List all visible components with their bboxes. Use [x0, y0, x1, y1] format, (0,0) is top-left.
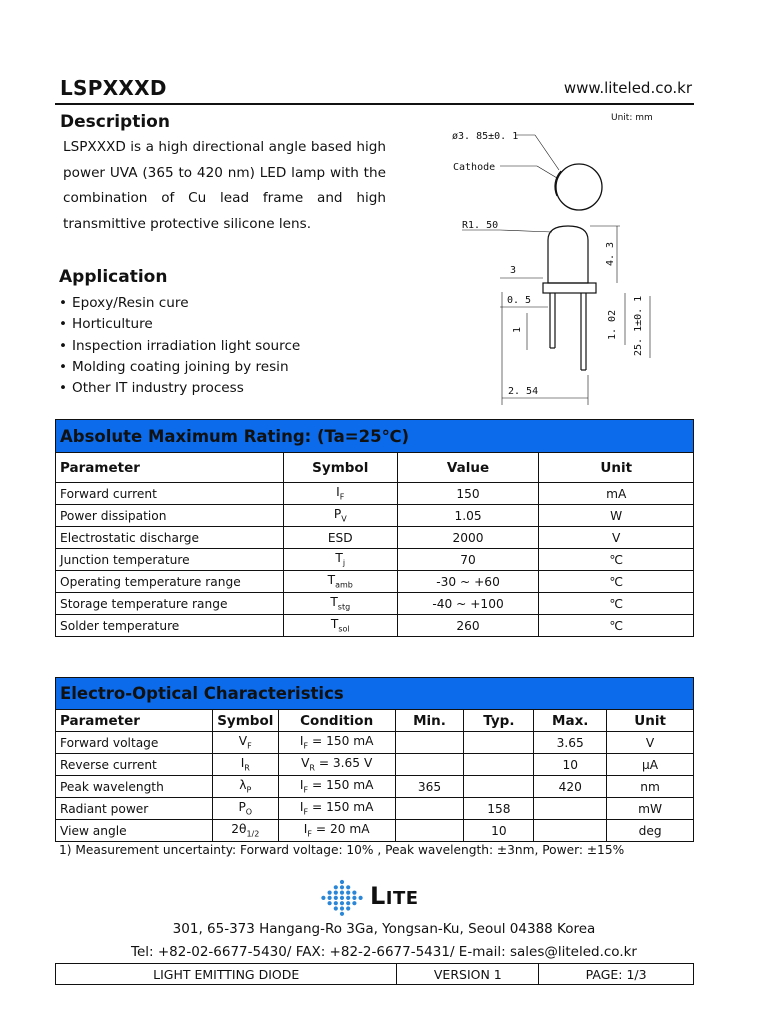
logo-dot	[328, 901, 332, 905]
dim-width: 3	[510, 265, 517, 276]
footer-page: PAGE: 1/3	[539, 964, 694, 985]
amr-value: -40 ~ +100	[397, 593, 539, 615]
eo-symbol: $\lambda_P$	[212, 776, 278, 798]
application-item: • Horticulture	[59, 314, 300, 335]
eo-header-min: Min.	[395, 710, 464, 732]
eo-unit: μA	[607, 754, 694, 776]
eo-parameter: View angle	[56, 820, 213, 842]
eo-symbol: $P_O$	[212, 798, 278, 820]
dim-flange: 1. 02	[607, 309, 618, 340]
eo-condition: $I_F = 150$ mA	[278, 798, 395, 820]
amr-value: 150	[397, 483, 539, 505]
table-row	[56, 593, 694, 615]
lite-logo-text: LITE	[370, 882, 419, 910]
eo-typ	[464, 776, 534, 798]
amr-unit: ℃	[539, 615, 694, 637]
eo-max: 3.65	[534, 732, 607, 754]
logo-dot	[346, 891, 350, 895]
dim-height: 4. 3	[605, 241, 616, 266]
lens-top-view	[556, 164, 602, 210]
package-dimension-drawing	[430, 110, 700, 410]
lens-side-view	[548, 226, 588, 283]
logo-dot	[340, 901, 344, 905]
amr-unit: mA	[539, 483, 694, 505]
amr-symbol: $T_{sol}$	[283, 615, 397, 637]
amr-unit: W	[539, 505, 694, 527]
dim-lead-step: 1	[512, 326, 523, 333]
table-row	[56, 615, 694, 637]
measurement-footnote: 1) Measurement uncertainty: Forward voltage: 10% , Peak wavelength: ±3nm, Power: ±15%	[59, 843, 625, 857]
eo-min	[395, 754, 464, 776]
logo-dot	[334, 891, 338, 895]
table-row	[56, 549, 694, 571]
amr-header-parameter: Parameter	[56, 453, 284, 483]
table-row	[56, 732, 694, 754]
eo-min: 365	[395, 776, 464, 798]
amr-parameter: Solder temperature	[56, 615, 284, 637]
eo-max	[534, 798, 607, 820]
logo-dot	[346, 896, 350, 900]
logo-dot	[334, 885, 338, 889]
amr-value: 1.05	[397, 505, 539, 527]
absolute-max-rating-table	[55, 419, 694, 637]
dim-pitch: 2. 54	[508, 386, 539, 397]
eo-typ	[464, 732, 534, 754]
footer-version: VERSION 1	[397, 964, 539, 985]
eo-unit: deg	[607, 820, 694, 842]
application-item: • Inspection irradiation light source	[59, 336, 300, 357]
eo-max: 10	[534, 754, 607, 776]
company-contact[interactable]: Tel: +82-02-6677-5430/ FAX: +82-2-6677-5431/ E-mail: sales@liteled.co.kr	[131, 944, 637, 960]
amr-value: 2000	[397, 527, 539, 549]
amr-symbol: $T_j$	[283, 549, 397, 571]
eo-max: 420	[534, 776, 607, 798]
eo-max	[534, 820, 607, 842]
application-item: • Other IT industry process	[59, 378, 300, 399]
eo-header-max: Max.	[534, 710, 607, 732]
eo-min	[395, 798, 464, 820]
amr-unit: ℃	[539, 593, 694, 615]
logo-dot	[346, 901, 350, 905]
eo-unit: nm	[607, 776, 694, 798]
logo-dot	[328, 896, 332, 900]
description-heading: Description	[60, 112, 170, 132]
amr-symbol: $T_{amb}$	[283, 571, 397, 593]
drawing-unit-note: Unit: mm	[611, 113, 653, 123]
table-row	[56, 776, 694, 798]
footer-bar	[55, 963, 694, 985]
company-address: 301, 65-373 Hangang-Ro 3Ga, Yongsan-Ku, Seoul 04388 Korea	[172, 921, 596, 937]
website-url[interactable]: www.liteled.co.kr	[563, 79, 692, 97]
application-list	[59, 293, 300, 399]
logo-dot	[321, 896, 325, 900]
eo-symbol: $I_R$	[212, 754, 278, 776]
amr-parameter: Operating temperature range	[56, 571, 284, 593]
electro-optical-table	[55, 677, 694, 842]
logo-dot	[334, 906, 338, 910]
logo-dot	[340, 885, 344, 889]
table-row	[56, 527, 694, 549]
logo-dot	[346, 885, 350, 889]
eo-min	[395, 732, 464, 754]
eo-title: Electro-Optical Characteristics	[56, 678, 694, 710]
document-title: LSPXXXD	[60, 76, 167, 100]
eo-symbol: $2\theta_{1/2}$	[212, 820, 278, 842]
dim-lead-width: 0. 5	[507, 295, 532, 306]
eo-typ: 158	[464, 798, 534, 820]
logo-dot	[340, 906, 344, 910]
eo-condition: $V_R = 3.65$ V	[278, 754, 395, 776]
logo-dot	[352, 901, 356, 905]
eo-typ	[464, 754, 534, 776]
eo-typ: 10	[464, 820, 534, 842]
logo-dot	[346, 906, 350, 910]
eo-parameter: Reverse current	[56, 754, 213, 776]
amr-value: 70	[397, 549, 539, 571]
eo-parameter: Forward voltage	[56, 732, 213, 754]
eo-condition: $I_F = 20$ mA	[278, 820, 395, 842]
amr-header-value: Value	[397, 453, 539, 483]
dim-cathode: Cathode	[453, 162, 496, 173]
application-item: • Epoxy/Resin cure	[59, 293, 300, 314]
logo-dot	[352, 896, 356, 900]
lite-logo-icon	[318, 878, 366, 918]
logo-dot	[352, 891, 356, 895]
amr-symbol: $T_{stg}$	[283, 593, 397, 615]
amr-parameter: Storage temperature range	[56, 593, 284, 615]
application-heading: Application	[59, 267, 168, 287]
amr-parameter: Forward current	[56, 483, 284, 505]
amr-value: -30 ~ +60	[397, 571, 539, 593]
table-row	[56, 798, 694, 820]
eo-parameter: Peak wavelength	[56, 776, 213, 798]
dim-lead-length: 25. 1±0. 1	[633, 295, 644, 356]
logo-dot	[334, 901, 338, 905]
table-row	[56, 820, 694, 842]
table-row	[56, 754, 694, 776]
amr-parameter: Power dissipation	[56, 505, 284, 527]
amr-symbol: $P_V$	[283, 505, 397, 527]
eo-condition: $I_F = 150$ mA	[278, 732, 395, 754]
eo-header-typ: Typ.	[464, 710, 534, 732]
amr-title: Absolute Maximum Rating: (Ta=25℃)	[56, 420, 694, 453]
logo-dot	[340, 912, 344, 916]
eo-min	[395, 820, 464, 842]
header-rule	[55, 103, 694, 105]
application-item: • Molding coating joining by resin	[59, 357, 300, 378]
logo-dot	[340, 880, 344, 884]
logo-dot	[340, 896, 344, 900]
eo-header-parameter: Parameter	[56, 710, 213, 732]
footer-product: LIGHT EMITTING DIODE	[56, 964, 397, 985]
dim-radius: R1. 50	[462, 220, 499, 231]
amr-value: 260	[397, 615, 539, 637]
table-row	[56, 571, 694, 593]
eo-unit: V	[607, 732, 694, 754]
logo-dot	[328, 891, 332, 895]
amr-unit: V	[539, 527, 694, 549]
table-row	[56, 483, 694, 505]
amr-parameter: Electrostatic discharge	[56, 527, 284, 549]
amr-symbol: $I_F$	[283, 483, 397, 505]
amr-unit: ℃	[539, 571, 694, 593]
dim-diameter: ø3. 85±0. 1	[452, 131, 519, 142]
amr-header-symbol: Symbol	[283, 453, 397, 483]
eo-header-condition: Condition	[278, 710, 395, 732]
logo-dot	[334, 896, 338, 900]
eo-symbol: $V_F$	[212, 732, 278, 754]
table-row	[56, 505, 694, 527]
amr-header-unit: Unit	[539, 453, 694, 483]
amr-symbol: ESD	[283, 527, 397, 549]
logo-dot	[359, 896, 363, 900]
amr-unit: ℃	[539, 549, 694, 571]
description-text: LSPXXXD is a high directional angle based high power UVA (365 to 420 nm) LED lamp with the combination of Cu lead frame and high transmittive protective silicone lens.	[63, 139, 386, 233]
eo-unit: mW	[607, 798, 694, 820]
logo-dot	[340, 891, 344, 895]
eo-header-unit: Unit	[607, 710, 694, 732]
eo-condition: $I_F = 150$ mA	[278, 776, 395, 798]
amr-parameter: Junction temperature	[56, 549, 284, 571]
eo-header-symbol: Symbol	[212, 710, 278, 732]
eo-parameter: Radiant power	[56, 798, 213, 820]
